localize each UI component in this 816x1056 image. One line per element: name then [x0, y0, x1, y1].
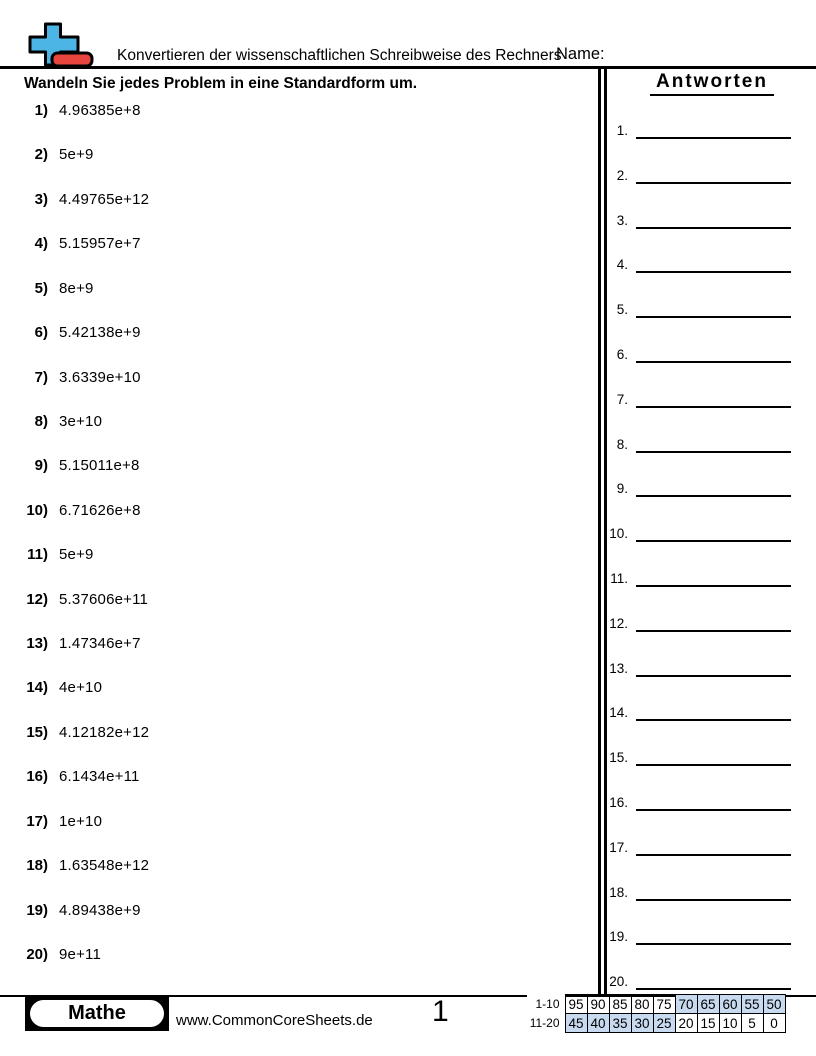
problem-row [18, 635, 348, 655]
problem-value: 5.15011e+8 [59, 457, 140, 475]
problem-number: 13) [26, 635, 48, 653]
problem-number: 6) [34, 324, 48, 342]
problem-row [18, 191, 348, 211]
answer-number: 5. [616, 302, 628, 318]
answer-row [600, 612, 800, 632]
problem-number: 10) [26, 501, 48, 519]
score-cell: 60 [719, 995, 741, 1014]
page-number: 1 [432, 995, 449, 1028]
score-cell: 50 [763, 995, 785, 1014]
score-cell: 15 [697, 1014, 719, 1033]
problem-row [18, 369, 348, 389]
commoncoresheets-logo-icon [28, 22, 94, 68]
problem-value: 3e+10 [59, 412, 103, 430]
score-cell: 65 [697, 995, 719, 1014]
problem-row [18, 235, 348, 255]
answer-number: 3. [616, 212, 628, 228]
answer-blank-line[interactable] [636, 970, 791, 990]
problem-value: 3.6339e+10 [59, 368, 141, 386]
score-cell: 85 [609, 995, 631, 1014]
problem-value: 4.12182e+12 [59, 723, 150, 741]
problem-number: 7) [34, 368, 48, 386]
logo-minus-icon [52, 53, 92, 66]
problem-value: 6.71626e+8 [59, 501, 141, 519]
answer-blank-line[interactable] [636, 925, 791, 945]
answer-blank-line[interactable] [636, 209, 791, 229]
answer-row [600, 119, 800, 139]
answer-blank-line[interactable] [636, 343, 791, 363]
answer-blank-line[interactable] [636, 477, 791, 497]
answer-blank-line[interactable] [636, 791, 791, 811]
problem-row [18, 768, 348, 788]
name-label: Name: [556, 45, 605, 63]
answer-row [600, 477, 800, 497]
answer-number: 7. [616, 391, 628, 407]
answer-number: 11. [610, 571, 628, 586]
problem-row [18, 679, 348, 699]
problem-number: 1) [34, 102, 48, 119]
answer-row [600, 343, 800, 363]
score-cell: 0 [763, 1014, 785, 1033]
answer-row [600, 433, 800, 453]
answer-number: 20. [609, 974, 628, 990]
problem-number: 12) [26, 590, 48, 608]
answer-number: 9. [616, 481, 628, 497]
problem-value: 4.96385e+8 [59, 102, 141, 119]
problem-number: 11) [27, 546, 48, 564]
problem-number: 9) [34, 457, 48, 475]
answer-blank-line[interactable] [636, 881, 791, 901]
problem-number: 14) [26, 679, 48, 697]
answer-row [600, 791, 800, 811]
answer-number: 15. [609, 750, 628, 766]
score-cell: 20 [675, 1014, 697, 1033]
header-divider [0, 66, 816, 69]
problem-row [18, 724, 348, 744]
answer-row [600, 881, 800, 901]
answer-blank-line[interactable] [636, 253, 791, 273]
problem-number: 16) [26, 768, 48, 786]
score-cell: 55 [741, 995, 763, 1014]
score-cell: 30 [631, 1014, 653, 1033]
answer-number: 19. [609, 929, 628, 945]
problem-value: 4.89438e+9 [59, 901, 141, 919]
problem-row [18, 102, 348, 122]
problem-number: 17) [26, 812, 48, 830]
answer-number: 6. [616, 347, 628, 362]
problem-value: 8e+9 [59, 279, 94, 297]
problem-number: 20) [26, 945, 48, 963]
answer-number: 18. [609, 884, 628, 900]
score-range-label: 11-20 [527, 1014, 565, 1033]
grading-table [527, 994, 786, 1033]
problem-row [18, 146, 348, 166]
answer-number: 14. [609, 705, 628, 721]
score-cell: 90 [587, 995, 609, 1014]
page-title: Konvertieren der wissenschaftlichen Schreibweise des Rechners [117, 47, 562, 64]
answer-blank-line[interactable] [636, 612, 791, 632]
answer-blank-line[interactable] [636, 746, 791, 766]
instruction-text: Wandeln Sie jedes Problem in eine Standardform um. [24, 75, 418, 92]
problem-row [18, 413, 348, 433]
problem-row [18, 457, 348, 477]
answer-number: 4. [616, 257, 628, 273]
problem-value: 6.1434e+11 [59, 768, 140, 786]
score-cell: 45 [565, 1014, 587, 1033]
problem-row [18, 280, 348, 300]
answer-row [600, 701, 800, 721]
answer-row [600, 970, 800, 990]
problem-number: 18) [26, 857, 48, 875]
answer-blank-line[interactable] [636, 433, 791, 453]
answer-blank-line[interactable] [636, 164, 791, 184]
answer-blank-line[interactable] [636, 701, 791, 721]
problem-number: 4) [34, 235, 48, 253]
problem-value: 5.37606e+11 [59, 590, 149, 608]
answer-blank-line[interactable] [636, 836, 791, 856]
answer-blank-line[interactable] [636, 298, 791, 318]
problem-row [18, 324, 348, 344]
problem-value: 9e+11 [59, 945, 102, 963]
answer-number: 2. [616, 167, 628, 183]
problem-number: 2) [34, 146, 48, 164]
answer-row [600, 746, 800, 766]
problem-value: 4e+10 [59, 679, 103, 697]
answer-row [600, 925, 800, 945]
problem-value: 5e+9 [59, 146, 94, 164]
subject-badge [25, 996, 169, 1031]
problem-value: 1.47346e+7 [59, 635, 141, 653]
score-cell: 75 [653, 995, 675, 1014]
problem-number: 15) [26, 723, 48, 741]
answer-row [600, 567, 800, 587]
answer-blank-line[interactable] [636, 388, 791, 408]
problem-row [18, 857, 348, 877]
score-range-label: 1-10 [527, 995, 565, 1014]
answer-number: 17. [609, 839, 628, 855]
answer-row [600, 522, 800, 542]
score-cell: 80 [631, 995, 653, 1014]
problem-value: 5e+9 [59, 546, 94, 564]
problem-number: 19) [26, 901, 48, 919]
answer-row [600, 253, 800, 273]
answer-number: 1. [616, 123, 628, 138]
problem-number: 3) [34, 190, 48, 208]
answer-blank-line[interactable] [636, 119, 791, 139]
score-cell: 35 [609, 1014, 631, 1033]
subject-badge-label: Mathe [30, 1000, 164, 1027]
problem-row [18, 502, 348, 522]
answer-number: 16. [609, 795, 628, 810]
problem-row [18, 591, 348, 611]
answer-blank-line[interactable] [636, 657, 791, 677]
answer-row [600, 388, 800, 408]
answers-header [608, 71, 816, 96]
problem-value: 4.49765e+12 [59, 190, 150, 208]
answer-blank-line[interactable] [636, 567, 791, 587]
score-cell: 95 [565, 995, 587, 1014]
problem-value: 5.15957e+7 [59, 235, 141, 253]
answer-number: 13. [609, 660, 628, 676]
score-cell: 25 [653, 1014, 675, 1033]
website-text: www.CommonCoreSheets.de [176, 1012, 373, 1029]
problem-row [18, 902, 348, 922]
answer-row [600, 657, 800, 677]
problem-row [18, 946, 348, 966]
score-cell: 5 [741, 1014, 763, 1033]
answers-title: Antworten [650, 71, 774, 96]
answer-blank-line[interactable] [636, 522, 791, 542]
problem-row [18, 813, 348, 833]
problem-value: 1e+10 [59, 812, 103, 830]
answer-number: 8. [616, 436, 628, 452]
problem-number: 8) [34, 412, 48, 430]
answer-row [600, 164, 800, 184]
answer-row [600, 298, 800, 318]
score-cell: 10 [719, 1014, 741, 1033]
answer-number: 10. [609, 526, 628, 542]
score-table-row [527, 1014, 785, 1033]
problem-value: 5.42138e+9 [59, 324, 141, 342]
score-cell: 70 [675, 995, 697, 1014]
answer-row [600, 836, 800, 856]
answer-row [600, 209, 800, 229]
problem-number: 5) [34, 279, 48, 297]
problem-value: 1.63548e+12 [59, 857, 150, 875]
answer-number: 12. [609, 615, 628, 631]
score-table-row [527, 995, 785, 1014]
problem-row [18, 546, 348, 566]
score-cell: 40 [587, 1014, 609, 1033]
